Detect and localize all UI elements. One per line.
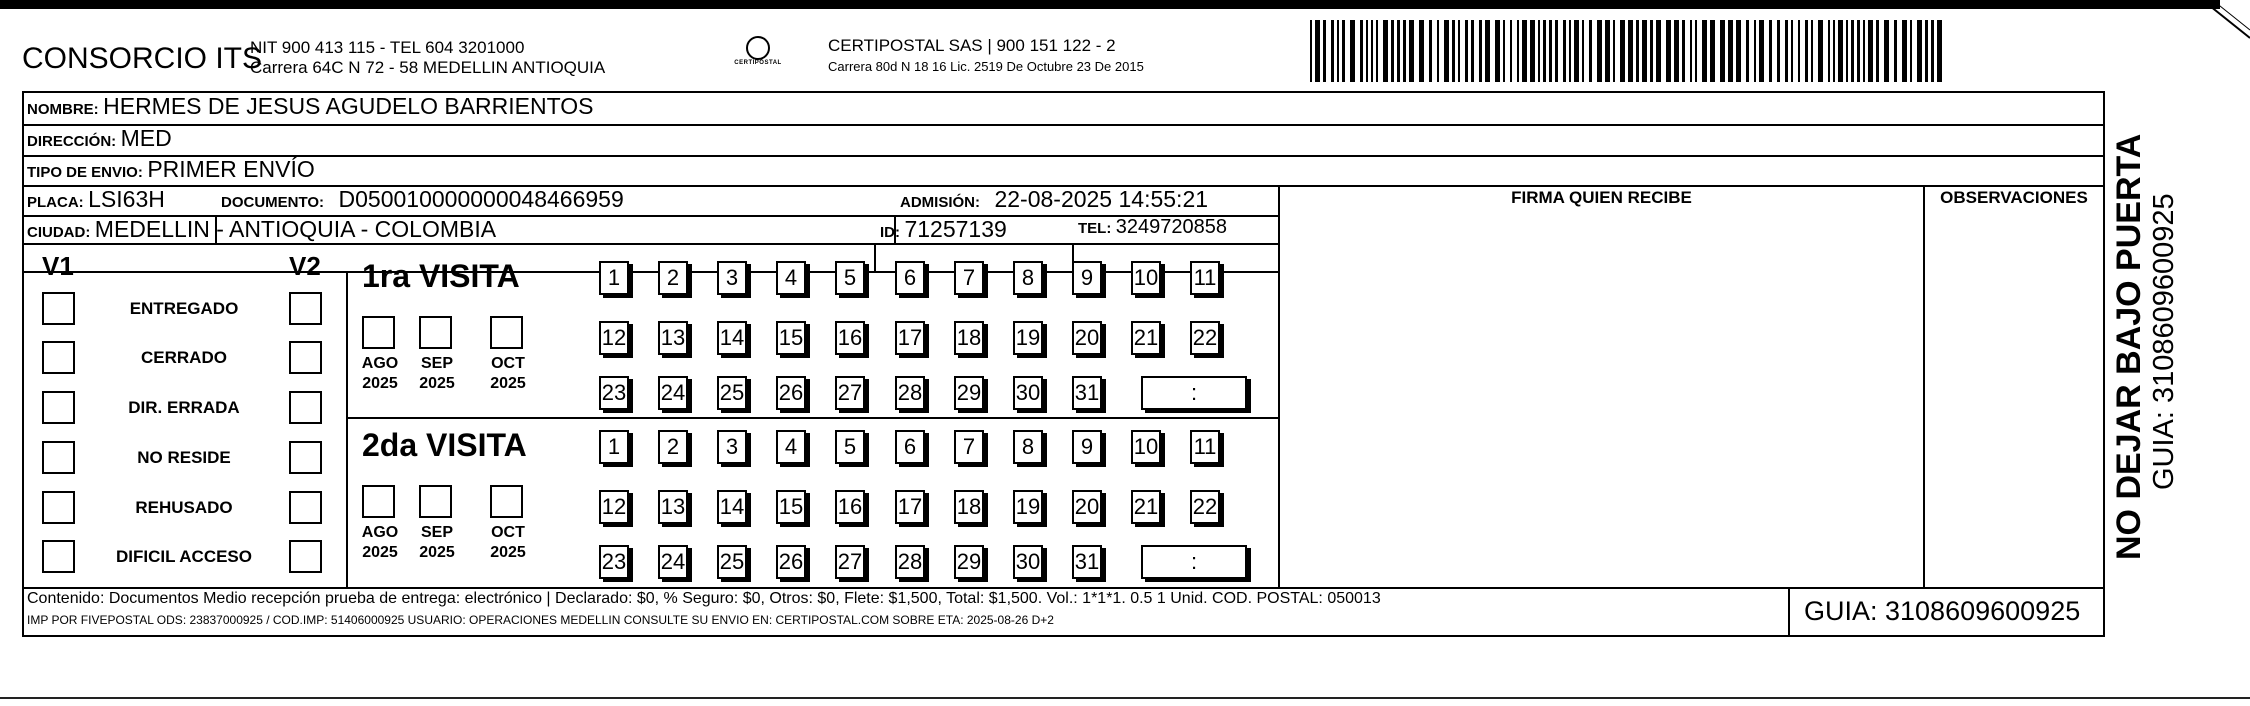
barcode-bar bbox=[1690, 20, 1692, 82]
barcode-bar bbox=[1902, 20, 1907, 82]
logo-text: CERTIPOSTAL bbox=[734, 60, 782, 66]
admision-label: ADMISIÓN: bbox=[900, 194, 980, 211]
day-box[interactable]: 24 bbox=[658, 545, 688, 579]
barcode-bar bbox=[1538, 20, 1540, 82]
day-box[interactable]: 27 bbox=[835, 545, 865, 579]
barcode-bar bbox=[1720, 20, 1725, 82]
barcode-bar bbox=[1419, 20, 1424, 82]
barcode-bar bbox=[1444, 20, 1449, 82]
barcode-bar bbox=[1846, 20, 1848, 82]
nombre-label: NOMBRE: bbox=[27, 101, 99, 118]
barcode-bar bbox=[1769, 20, 1772, 82]
carrier-info bbox=[828, 36, 1144, 74]
id-label: ID: bbox=[880, 224, 900, 241]
barcode-bar bbox=[1695, 20, 1697, 82]
second-visit-title: 2da VISITA bbox=[362, 427, 527, 463]
barcode-bar bbox=[1828, 20, 1830, 82]
direccion-label: DIRECCIÓN: bbox=[27, 133, 117, 150]
month-checkbox[interactable] bbox=[419, 316, 452, 349]
barcode-bar bbox=[1530, 20, 1535, 82]
day-box[interactable]: 7 bbox=[954, 430, 984, 464]
month-checkbox[interactable] bbox=[362, 316, 395, 349]
barcode-bar bbox=[1517, 20, 1519, 82]
barcode-bar bbox=[1759, 20, 1764, 82]
barcode-bar bbox=[1589, 20, 1592, 82]
barcode-bar bbox=[1702, 20, 1707, 82]
day-box[interactable]: 30 bbox=[1013, 376, 1043, 410]
day-box[interactable]: 23 bbox=[599, 545, 629, 579]
barcode-bar bbox=[1569, 20, 1571, 82]
status-v1-checkbox[interactable] bbox=[42, 540, 75, 573]
barcode-bar bbox=[1857, 20, 1860, 82]
first-visit-title: 1ra VISITA bbox=[362, 258, 520, 294]
barcode-bar bbox=[1597, 20, 1602, 82]
barcode-bar bbox=[1811, 20, 1813, 82]
barcode-bar bbox=[1452, 20, 1455, 82]
barcode-bar bbox=[1746, 20, 1749, 82]
barcode-bar bbox=[1315, 20, 1320, 82]
day-box[interactable]: 3 bbox=[717, 261, 747, 295]
company-nit: NIT 900 413 115 - TEL 604 3201000 bbox=[250, 38, 525, 57]
shipment-type-row bbox=[27, 156, 315, 183]
barcode-bar bbox=[1925, 20, 1928, 82]
day-box[interactable]: 18 bbox=[954, 490, 984, 524]
status-v2-checkbox[interactable] bbox=[289, 341, 322, 374]
day-box[interactable]: 2 bbox=[658, 261, 688, 295]
month-checkbox[interactable] bbox=[362, 485, 395, 518]
year-label: 2025 bbox=[490, 375, 526, 392]
barcode-bar bbox=[1543, 20, 1546, 82]
id-row bbox=[880, 216, 1007, 243]
barcode-bar bbox=[1805, 20, 1808, 82]
barcode-bar bbox=[1863, 20, 1865, 82]
certipostal-logo bbox=[725, 36, 791, 66]
barcode-bar bbox=[1937, 20, 1942, 82]
status-label: NO RESIDE bbox=[137, 448, 231, 467]
shipment-details: Contenido: Documentos Medio recepción prueba de entrega: electrónico | Declarado: $0, % Seguro: $0, Otros: $0, Flete: $1,500, Total: $1,500. Vol.: 1*1*1. 0.5 1 Unid. COD. POSTAL: 050013 bbox=[27, 590, 1381, 607]
barcode-bar bbox=[1510, 20, 1512, 82]
barcode-bar bbox=[1620, 20, 1625, 82]
year-label: 2025 bbox=[419, 375, 455, 392]
barcode-bar bbox=[1403, 20, 1406, 82]
id-value: 71257139 bbox=[904, 216, 1007, 242]
day-box[interactable]: 10 bbox=[1131, 430, 1161, 464]
barcode-bar bbox=[1818, 20, 1823, 82]
status-label: ENTREGADO bbox=[129, 299, 239, 318]
day-box[interactable]: 5 bbox=[835, 261, 865, 295]
barcode-bar bbox=[1366, 20, 1368, 82]
day-box[interactable]: 9 bbox=[1072, 430, 1102, 464]
delivery-form bbox=[22, 91, 2105, 637]
day-box[interactable]: 4 bbox=[776, 430, 806, 464]
month-label: AGO bbox=[361, 355, 399, 372]
carrier-name: CERTIPOSTAL SAS | 900 151 122 - 2 bbox=[828, 36, 1116, 55]
barcode-bar bbox=[1868, 20, 1873, 82]
barcode-bar bbox=[1636, 20, 1639, 82]
barcode-bar bbox=[1582, 20, 1584, 82]
day-box[interactable]: 22 bbox=[1190, 490, 1220, 524]
day-box[interactable]: 7 bbox=[954, 261, 984, 295]
barcode-bar bbox=[1674, 20, 1679, 82]
month-checkbox[interactable] bbox=[419, 485, 452, 518]
status-label: REHUSADO bbox=[135, 498, 233, 517]
day-box[interactable]: 14 bbox=[717, 321, 747, 355]
signature-header: FIRMA QUIEN RECIBE bbox=[1511, 188, 1692, 207]
barcode-bar bbox=[1605, 20, 1610, 82]
barcode bbox=[1310, 20, 1950, 82]
observations-header: OBSERVACIONES bbox=[1940, 188, 2088, 207]
year-label: 2025 bbox=[419, 544, 455, 561]
day-box[interactable]: 13 bbox=[658, 321, 688, 355]
recipient-name-row bbox=[27, 93, 593, 120]
barcode-bar bbox=[1791, 20, 1793, 82]
status-v2-checkbox[interactable] bbox=[289, 491, 322, 524]
barcode-bar bbox=[1574, 20, 1579, 82]
month-label: OCT bbox=[491, 355, 525, 372]
barcode-bar bbox=[1563, 20, 1566, 82]
day-box[interactable]: 9 bbox=[1072, 261, 1102, 295]
barcode-bar bbox=[1656, 20, 1661, 82]
status-v1-checkbox[interactable] bbox=[42, 491, 75, 524]
bottom-border bbox=[0, 697, 2250, 699]
document-row bbox=[221, 186, 624, 213]
status-v1-checkbox[interactable] bbox=[42, 391, 75, 424]
barcode-bar bbox=[1736, 20, 1741, 82]
day-box[interactable]: 5 bbox=[835, 430, 865, 464]
day-box[interactable]: 23 bbox=[599, 376, 629, 410]
status-v1-checkbox[interactable] bbox=[42, 341, 75, 374]
barcode-bar bbox=[1337, 20, 1339, 82]
barcode-bar bbox=[1785, 20, 1788, 82]
barcode-bar bbox=[1376, 20, 1378, 82]
day-box[interactable]: 15 bbox=[776, 321, 806, 355]
v2-header: V2 bbox=[289, 251, 321, 281]
day-box[interactable]: 13 bbox=[658, 490, 688, 524]
year-label: 2025 bbox=[490, 544, 526, 561]
status-v2-checkbox[interactable] bbox=[289, 540, 322, 573]
day-box[interactable]: 25 bbox=[717, 545, 747, 579]
day-box[interactable]: 19 bbox=[1013, 321, 1043, 355]
day-box[interactable]: 3 bbox=[717, 430, 747, 464]
barcode-bar bbox=[1754, 20, 1756, 82]
day-box[interactable]: 16 bbox=[835, 490, 865, 524]
barcode-bar bbox=[1409, 20, 1414, 82]
status-label: CERRADO bbox=[141, 348, 227, 367]
status-v2-checkbox[interactable] bbox=[289, 441, 322, 474]
month-label: SEP bbox=[420, 355, 453, 372]
day-box[interactable]: 26 bbox=[776, 376, 806, 410]
day-box[interactable]: 15 bbox=[776, 490, 806, 524]
barcode-bar bbox=[1833, 20, 1835, 82]
day-box[interactable]: 8 bbox=[1013, 261, 1043, 295]
day-box[interactable]: 10 bbox=[1131, 261, 1161, 295]
barcode-bar bbox=[1931, 20, 1934, 82]
day-box[interactable]: 11 bbox=[1190, 261, 1220, 295]
barcode-bar bbox=[1465, 20, 1468, 82]
day-box[interactable]: 21 bbox=[1131, 490, 1161, 524]
day-box[interactable]: 28 bbox=[895, 545, 925, 579]
barcode-bar bbox=[1798, 20, 1800, 82]
side-guia-number: GUIA: 3108609600925 bbox=[2148, 193, 2180, 490]
barcode-bar bbox=[1437, 20, 1439, 82]
year-label: 2025 bbox=[362, 544, 398, 561]
status-v2-checkbox[interactable] bbox=[289, 391, 322, 424]
day-box[interactable]: 14 bbox=[717, 490, 747, 524]
v1-header: V1 bbox=[42, 251, 74, 281]
day-box[interactable]: 20 bbox=[1072, 321, 1102, 355]
day-box[interactable]: 19 bbox=[1013, 490, 1043, 524]
barcode-bar bbox=[1894, 20, 1897, 82]
company-info bbox=[250, 38, 605, 78]
barcode-bar bbox=[1429, 20, 1432, 82]
do-not-leave-warning: NO DEJAR BAJO PUERTA bbox=[2110, 133, 2148, 560]
ciudad-label: CIUDAD: bbox=[27, 224, 91, 241]
print-details: IMP POR FIVEPOSTAL ODS: 23837000925 / COD.IMP: 51406000925 USUARIO: OPERACIONES MEDELLIN CONSULTE SU ENVIO EN: CERTIPOSTAL.COM SOBRE ETA: 2025-08-26 D+2 bbox=[27, 613, 1054, 627]
barcode-bar bbox=[1549, 20, 1552, 82]
day-box[interactable]: 6 bbox=[895, 430, 925, 464]
barcode-bar bbox=[1613, 20, 1615, 82]
address-value: MED bbox=[120, 125, 172, 151]
status-v2-checkbox[interactable] bbox=[289, 292, 322, 325]
tel-row bbox=[1078, 216, 1227, 239]
barcode-bar bbox=[1495, 20, 1500, 82]
admission-date: 22-08-2025 14:55:21 bbox=[994, 186, 1209, 212]
barcode-bar bbox=[1728, 20, 1733, 82]
admission-row bbox=[900, 186, 1208, 213]
day-box[interactable]: 25 bbox=[717, 376, 747, 410]
day-box[interactable]: 12 bbox=[599, 321, 629, 355]
day-box[interactable]: 8 bbox=[1013, 430, 1043, 464]
day-box[interactable]: 17 bbox=[895, 490, 925, 524]
month-checkbox[interactable] bbox=[490, 485, 523, 518]
day-box[interactable]: 26 bbox=[776, 545, 806, 579]
tel-value: 3249720858 bbox=[1115, 216, 1228, 238]
day-box[interactable]: 1 bbox=[599, 430, 629, 464]
barcode-bar bbox=[1397, 20, 1400, 82]
placa-label: PLACA: bbox=[27, 194, 84, 211]
status-label: DIFICIL ACCESO bbox=[115, 547, 252, 566]
time-box[interactable]: : bbox=[1141, 376, 1247, 410]
barcode-bar bbox=[1391, 20, 1394, 82]
barcode-bar bbox=[1851, 20, 1854, 82]
city-value: MEDELLIN - ANTIOQUIA - COLOMBIA bbox=[94, 216, 497, 242]
barcode-bar bbox=[1628, 20, 1633, 82]
day-box[interactable]: 24 bbox=[658, 376, 688, 410]
day-box[interactable]: 11 bbox=[1190, 430, 1220, 464]
corner-fold bbox=[2205, 0, 2250, 40]
carrier-address: Carrera 80d N 18 16 Lic. 2519 De Octubre 23 De 2015 bbox=[828, 59, 1144, 74]
day-box[interactable]: 31 bbox=[1072, 376, 1102, 410]
status-v1-checkbox[interactable] bbox=[42, 292, 75, 325]
barcode-bar bbox=[1777, 20, 1780, 82]
day-box[interactable]: 27 bbox=[835, 376, 865, 410]
day-box[interactable]: 21 bbox=[1131, 321, 1161, 355]
barcode-bar bbox=[1323, 20, 1326, 82]
status-label: DIR. ERRADA bbox=[128, 398, 240, 417]
barcode-bar bbox=[1555, 20, 1558, 82]
city-row bbox=[27, 216, 496, 243]
barcode-bar bbox=[1310, 20, 1312, 82]
month-checkbox[interactable] bbox=[490, 316, 523, 349]
barcode-bar bbox=[1710, 20, 1715, 82]
month-label: OCT bbox=[491, 524, 525, 541]
barcode-bar bbox=[1910, 20, 1912, 82]
barcode-bar bbox=[1331, 20, 1334, 82]
guia-number: GUIA: 3108609600925 bbox=[1804, 596, 2081, 626]
company-name: CONSORCIO ITS bbox=[22, 42, 263, 75]
time-box[interactable]: : bbox=[1141, 545, 1247, 579]
barcode-bar bbox=[1383, 20, 1388, 82]
barcode-bar bbox=[1838, 20, 1843, 82]
day-box[interactable]: 2 bbox=[658, 430, 688, 464]
barcode-bar bbox=[1884, 20, 1889, 82]
day-box[interactable]: 4 bbox=[776, 261, 806, 295]
tipo-envio-label: TIPO DE ENVIO: bbox=[27, 164, 143, 181]
barcode-bar bbox=[1642, 20, 1647, 82]
top-border bbox=[0, 0, 2220, 9]
barcode-bar bbox=[1350, 20, 1355, 82]
barcode-bar bbox=[1471, 20, 1474, 82]
day-box[interactable]: 29 bbox=[954, 545, 984, 579]
barcode-bar bbox=[1485, 20, 1490, 82]
placa-row bbox=[27, 186, 165, 213]
recipient-name: HERMES DE JESUS AGUDELO BARRIENTOS bbox=[103, 93, 594, 119]
address-row bbox=[27, 125, 172, 152]
tel-label: TEL: bbox=[1078, 220, 1112, 237]
barcode-bar bbox=[1522, 20, 1527, 82]
day-box[interactable]: 20 bbox=[1072, 490, 1102, 524]
barcode-bar bbox=[1458, 20, 1460, 82]
month-label: SEP bbox=[420, 524, 453, 541]
day-box[interactable]: 16 bbox=[835, 321, 865, 355]
day-box[interactable]: 30 bbox=[1013, 545, 1043, 579]
barcode-bar bbox=[1917, 20, 1922, 82]
barcode-bar bbox=[1682, 20, 1685, 82]
month-label: AGO bbox=[361, 524, 399, 541]
day-box[interactable]: 28 bbox=[895, 376, 925, 410]
barcode-bar bbox=[1342, 20, 1345, 82]
day-box[interactable]: 18 bbox=[954, 321, 984, 355]
barcode-bar bbox=[1650, 20, 1653, 82]
barcode-bar bbox=[1503, 20, 1505, 82]
barcode-bar bbox=[1876, 20, 1879, 82]
day-box[interactable]: 6 bbox=[895, 261, 925, 295]
day-box[interactable]: 31 bbox=[1072, 545, 1102, 579]
placa-value: LSI63H bbox=[88, 186, 165, 212]
day-box[interactable]: 29 bbox=[954, 376, 984, 410]
day-box[interactable]: 1 bbox=[599, 261, 629, 295]
day-box[interactable]: 22 bbox=[1190, 321, 1220, 355]
company-address: Carrera 64C N 72 - 58 MEDELLIN ANTIOQUIA bbox=[250, 58, 606, 77]
documento-label: DOCUMENTO: bbox=[221, 194, 325, 211]
day-box[interactable]: 17 bbox=[895, 321, 925, 355]
year-label: 2025 bbox=[362, 375, 398, 392]
status-v1-checkbox[interactable] bbox=[42, 441, 75, 474]
document-number: D050010000000048466959 bbox=[338, 186, 624, 212]
barcode-bar bbox=[1371, 20, 1373, 82]
barcode-bar bbox=[1666, 20, 1671, 82]
barcode-bar bbox=[1479, 20, 1482, 82]
barcode-bar bbox=[1360, 20, 1363, 82]
day-box[interactable]: 12 bbox=[599, 490, 629, 524]
shipment-type: PRIMER ENVÍO bbox=[147, 156, 315, 182]
